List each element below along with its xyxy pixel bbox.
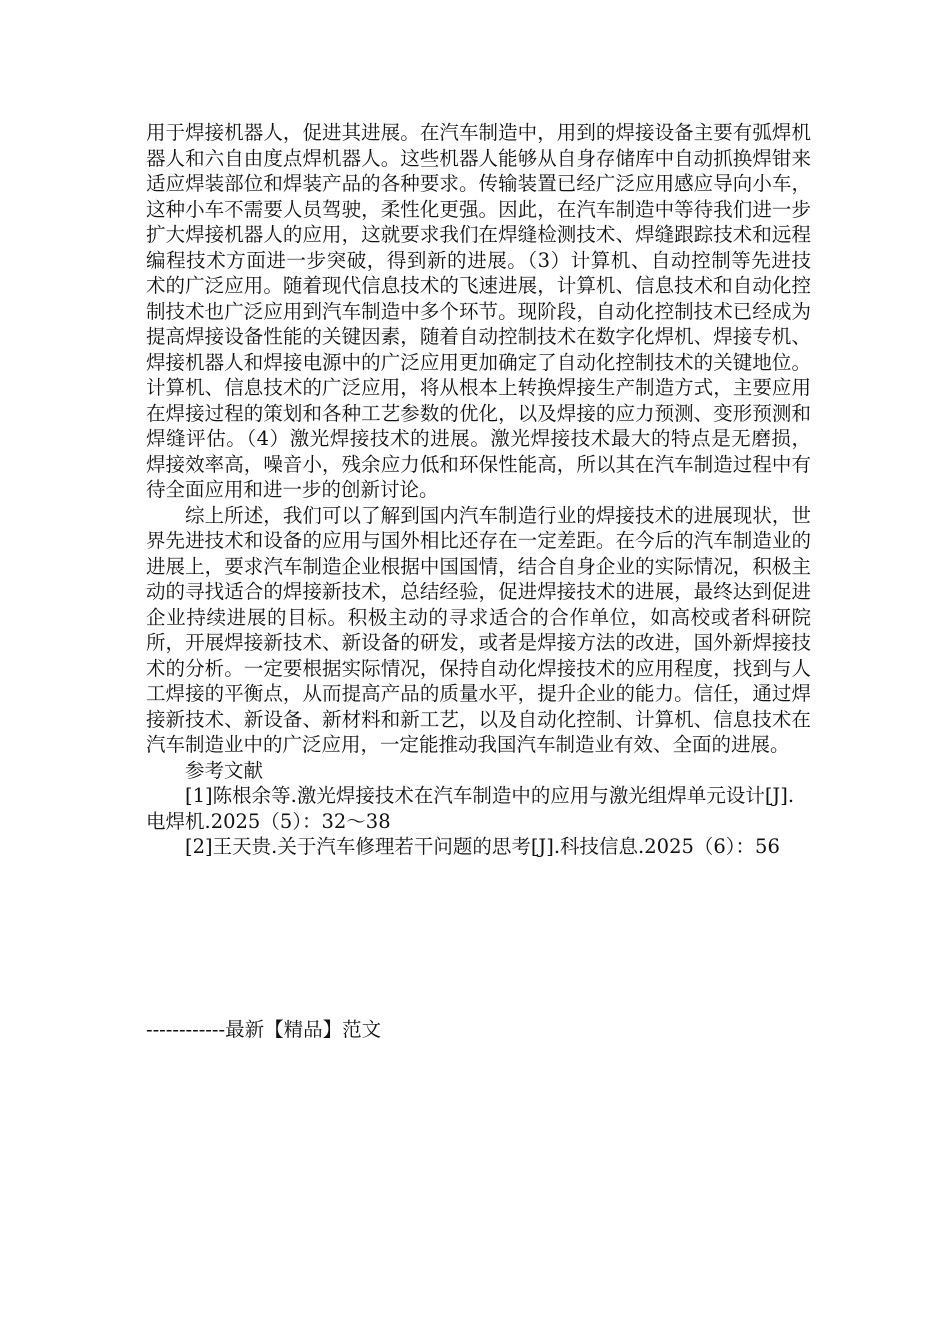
conclusion-paragraph: 综上所述，我们可以了解到国内汽车制造行业的焊接技术的进展现状，世界先进技术和设备的应用与国外相比还存在一定差距。在今后的汽车制造业的进展上，要求汽车制造企业根据中国国情，结合自身企业的实际情况，积极主动的寻找适合的焊接新技术，总结经验，促进焊接技术的进展，最终达到促进企业持续进展的目标。积极主动的寻求适合的合作单位，如高校或者科研院所，开展焊接新技术、新设备的研发，或者是焊接方法的改进，国外新焊接技术的分析。一定要根据实际情况，保持自动化焊接技术的应用程度，找到与人工焊接的平衡点，从而提高产品的质量水平，提升企业的能力。信任，通过焊接新技术、新设备、新材料和新工艺，以及自动化控制、计算机、信息技术在汽车制造业中的广泛应用，一定能推动我国汽车制造业有效、全面的进展。 bbox=[146, 503, 811, 756]
reference-item-1: [1]陈根余等.激光焊接技术在汽车制造中的应用与激光组焊单元设计[J].电焊机.2025（5）：32～38 bbox=[146, 784, 795, 833]
body-paragraph: 用于焊接机器人，促进其进展。在汽车制造中，用到的焊接设备主要有弧焊机器人和六自由度点焊机器人。这些机器人能够从自身存储库中自动抓换焊钳来适应焊装部位和焊装产品的各种要求。传输装置已经广泛应用感应导向小车，这种小车不需要人员驾驶，柔性化更强。因此，在汽车制造中等待我们进一步扩大焊接机器人的应用，这就要求我们在焊缝检测技术、焊缝跟踪技术和远程编程技术方面进一步突破，得到新的进展。（3）计算机、自动控制等先进技术的广泛应用。随着现代信息技术的飞速进展，计算机、信息技术和自动化控制技术也广泛应用到汽车制造中多个环节。现阶段，自动化控制技术已经成为提高焊接设备性能的关键因素，随着自动控制技术在数字化焊机、焊接专机、焊接机器人和焊接电源中的广泛应用更加确定了自动化控制技术的关键地位。计算机、信息技术的广泛应用，将从根本上转换焊接生产制造方式，主要应用在焊接过程的策划和各种工艺参数的优化，以及焊接的应力预测、变形预测和焊缝评估。（4）激光焊接技术的进展。激光焊接技术最大的特点是无磨损，焊接效率高，噪音小，残余应力低和环保性能高，所以其在汽车制造过程中有待全面应用和进一步的创新讨论。 bbox=[146, 121, 811, 501]
reference-item-2: [2]王天贵.关于汽车修理若干问题的思考[J].科技信息.2025（6）：56 bbox=[185, 835, 780, 858]
document-body bbox=[146, 120, 811, 860]
references-heading: 参考文献 bbox=[185, 758, 264, 782]
footer-text: ------------最新【精品】范文 bbox=[146, 1018, 382, 1041]
